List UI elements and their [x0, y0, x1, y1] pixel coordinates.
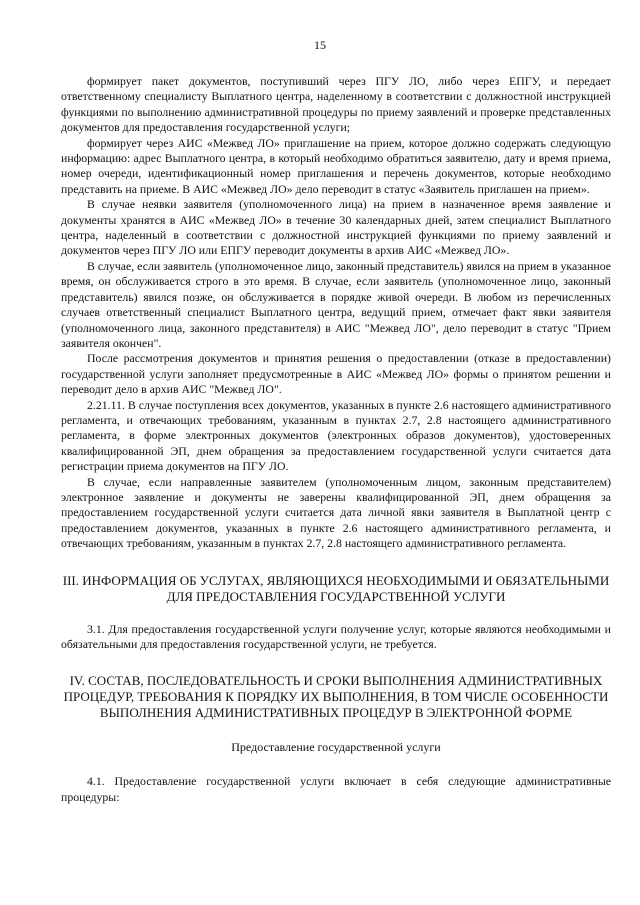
- section-4-subheading: Предоставление государственной услуги: [231, 740, 441, 755]
- paragraph-package-forming: формирует пакет документов, поступивший через ПГУ ЛО, либо через ЕПГУ, и передает ответственному специалисту Выплатного центра, наделенному в соответствии с должностной инструкцией функциями по выполнению административной процедуры по приему заявлений и проверке представленных документов для предоставления государственной услуги;: [61, 74, 611, 135]
- paragraph-4-1: 4.1. Предоставление государственной услуги включает в себя следующие административные процедуры:: [61, 774, 611, 804]
- section-3-heading: III. ИНФОРМАЦИЯ ОБ УСЛУГАХ, ЯВЛЯЮЩИХСЯ НЕОБХОДИМЫМИ И ОБЯЗАТЕЛЬНЫМИ ДЛЯ ПРЕДОСТАВЛЕНИЯ ГОСУДАРСТВЕННОЙ УСЛУГИ: [62, 572, 610, 604]
- section-4-heading: IV. СОСТАВ, ПОСЛЕДОВАТЕЛЬНОСТЬ И СРОКИ ВЫПОЛНЕНИЯ АДМИНИСТРАТИВНЫХ ПРОЦЕДУР, ТРЕБОВАНИЯ К ПОРЯДКУ ИХ ВЫПОЛНЕНИЯ, В ТОМ ЧИСЛЕ ОСОБЕННОСТИ ВЫПОЛНЕНИЯ АДМИНИСТРАТИВНЫХ ПРОЦЕДУР В ЭЛЕКТРОННОЙ ФОРМЕ: [63, 673, 609, 721]
- paragraph-invitation: формирует через АИС «Межвед ЛО» приглашение на прием, которое должно содержать следующую информацию: адрес Выплатного центра, в который необходимо обратиться заявителю, дату и время приема, номер очереди, идентификационный номер приглашения и перечень документов, которые необходимо представить на приеме. В АИС «Межвед ЛО» дело переводит в статус «Заявитель приглашен на прием».: [61, 135, 611, 196]
- paragraph-after-review: После рассмотрения документов и принятия решения о предоставлении (отказе в предоставлении) государственной услуги заполняет предусмотренные в АИС «Межвед ЛО» формы о принятом решении и переводит дело в архив АИС "Межвед ЛО".: [61, 351, 611, 397]
- paragraph-2-21-11: 2.21.11. В случае поступления всех документов, указанных в пункте 2.6 настоящего административного регламента, и отвечающих требованиям, указанным в пунктах 2.7, 2.8 настоящего административного регламента, в форме электронных документов (электронных образов документов), удостоверенных квалифицированной ЭП, днем обращения за предоставлением государственной услуги считается дата регистрации приема документов на ПГУ ЛО.: [61, 397, 611, 474]
- document-body: [61, 74, 611, 805]
- paragraph-unsigned-documents: В случае, если направленные заявителем (уполномоченным лицом, законным представителем) электронное заявление и документы не заверены квалифицированной ЭП, днем обращения за предоставлением государственной услуги считается дата личной явки заявителя в Выплатной центр с предоставлением документов, указанных в пункте 2.6 настоящего административного регламента, и отвечающих требованиям, указанным в пунктах 2.7, 2.8 настоящего административного регламента.: [61, 474, 611, 551]
- page-number: 15: [314, 38, 326, 52]
- paragraph-3-1: 3.1. Для предоставления государственной услуги получение услуг, которые являются необходимыми и обязательными для предоставления государственной услуги, не требуется.: [61, 621, 611, 651]
- paragraph-no-show: В случае неявки заявителя (уполномоченного лица) на прием в назначенное время заявление и документы хранятся в АИС «Межвед ЛО» в течение 30 календарных дней, затем специалист Выплатного центра, наделенный в соответствии с должностной инструкцией функциями по приему заявлений и документов через ПГУ ЛО или ЕПГУ переводит документы в архив АИС «Межвед ЛО».: [61, 197, 611, 258]
- paragraph-appearance: В случае, если заявитель (уполномоченное лицо, законный представитель) явился на прием в указанное время, он обслуживается строго в это время. В случае, если заявитель (уполномоченное лицо, законный представитель) явился позже, он обслуживается в порядке живой очереди. В любом из перечисленных случаев ответственный специалист Выплатного центра, ведущий прием, отмечает факт явки заявителя (уполномоченного лица, законного представителя) в АИС "Межвед ЛО", дело переводит в статус "Прием заявителя окончен".: [61, 258, 611, 350]
